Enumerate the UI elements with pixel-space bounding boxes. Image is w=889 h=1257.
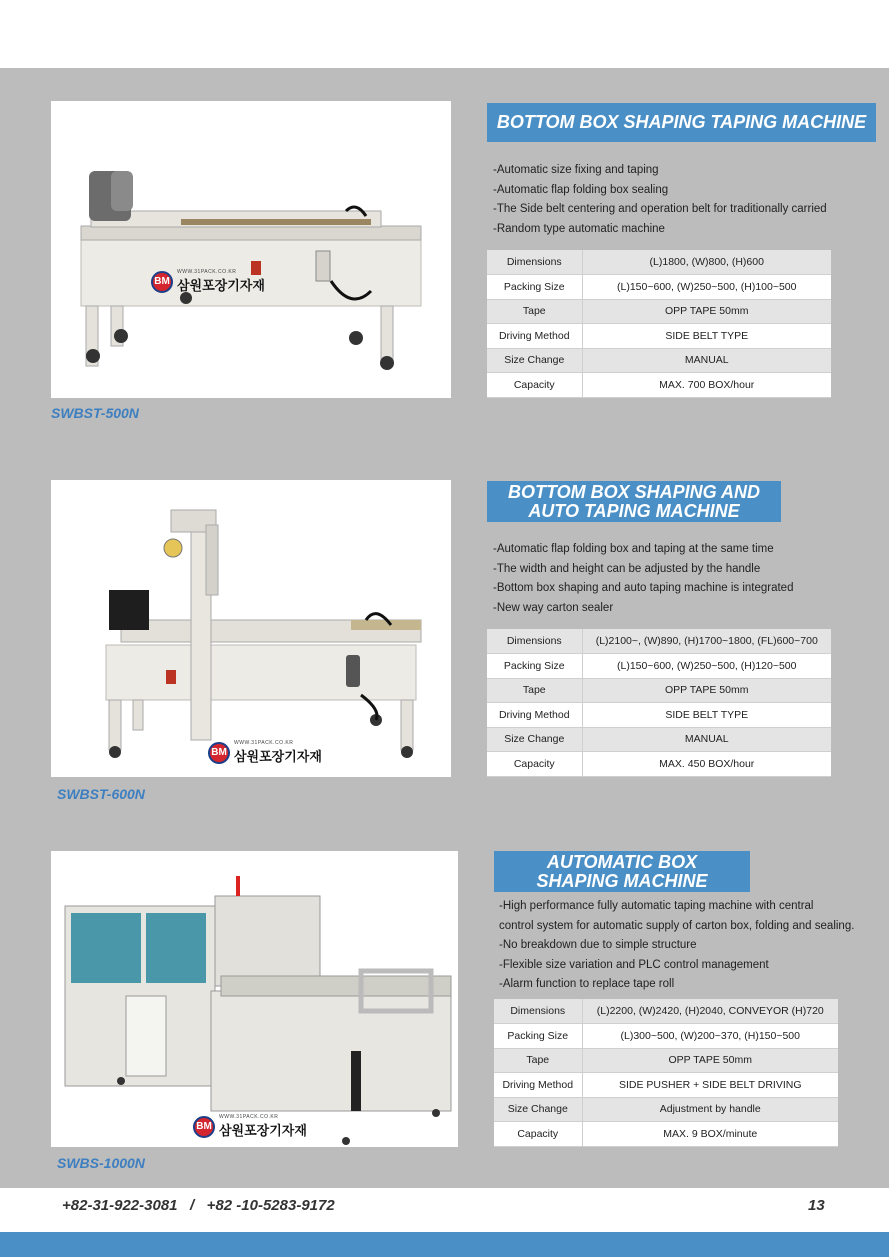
logo-name: 삼원포장기자재 — [177, 278, 265, 293]
spec-value: (L)1800, (W)800, (H)600 — [582, 250, 831, 275]
spec-row — [487, 324, 831, 349]
spec-table — [494, 999, 838, 1147]
logo-url: WWW.31PACK.CO.KR — [177, 269, 237, 275]
product-title-line: SHAPING MACHINE — [536, 870, 708, 891]
feature-item: -High performance fully automatic taping machine with central — [499, 900, 814, 912]
feature-item: -Automatic flap folding box sealing — [493, 183, 669, 196]
feature-item: control system for automatic supply of carton box, folding and sealing. — [499, 919, 855, 932]
spec-value: Adjustment by handle — [582, 1097, 838, 1122]
spec-row — [487, 629, 831, 654]
spec-value: OPP TAPE 50mm — [582, 299, 831, 324]
product-title — [487, 103, 876, 142]
model-name: SWBST-600N — [57, 786, 145, 802]
spec-label: Capacity — [487, 752, 582, 777]
spec-value: OPP TAPE 50mm — [582, 1048, 838, 1073]
feature-item: -The Side belt centering and operation belt for traditionally carried — [493, 203, 827, 215]
page-number: 13 — [808, 1197, 825, 1214]
spec-label: Driving Method — [487, 703, 582, 728]
spec-row — [487, 752, 831, 777]
product-title — [487, 481, 781, 522]
spec-value: MAX. 9 BOX/minute — [582, 1122, 838, 1147]
spec-row — [487, 275, 831, 300]
spec-label: Dimensions — [487, 250, 582, 275]
spec-label: Dimensions — [494, 999, 582, 1024]
spec-label: Capacity — [487, 373, 582, 398]
spec-row — [494, 999, 838, 1024]
spec-label: Capacity — [494, 1122, 582, 1147]
spec-row — [487, 348, 831, 373]
logo-url: WWW.31PACK.CO.KR — [219, 1114, 279, 1120]
spec-value: MANUAL — [582, 348, 831, 373]
spec-label: Tape — [487, 299, 582, 324]
spec-label: Tape — [487, 678, 582, 703]
machine-illustration-icon — [51, 851, 458, 1147]
product-title-line: BOTTOM BOX SHAPING AND — [507, 481, 760, 502]
feature-item: -Automatic flap folding box and taping at the same time — [493, 543, 774, 555]
spec-row — [487, 727, 831, 752]
spec-value: SIDE BELT TYPE — [582, 703, 831, 728]
feature-item: -Alarm function to replace tape roll — [499, 978, 675, 990]
spec-value: (L)150~600, (W)250~500, (H)120~500 — [582, 654, 831, 679]
spec-row — [494, 1073, 838, 1098]
feature-item: -Random type automatic machine — [493, 222, 665, 235]
spec-table — [487, 629, 831, 777]
spec-value: MAX. 450 BOX/hour — [582, 752, 831, 777]
spec-label: Size Change — [487, 348, 582, 373]
spec-row — [494, 1048, 838, 1073]
model-name: SWBS-1000N — [57, 1155, 145, 1171]
product-title-line: AUTOMATIC BOX — [546, 851, 698, 872]
feature-item: -Flexible size variation and PLC control management — [499, 958, 769, 971]
spec-label: Tape — [494, 1048, 582, 1073]
spec-row — [494, 1024, 838, 1049]
spec-row — [494, 1122, 838, 1147]
model-name: SWBST-500N — [51, 405, 139, 421]
bm-logo-icon: BM — [193, 1116, 215, 1138]
machine-illustration-icon — [51, 101, 451, 398]
feature-item: -Automatic size fixing and taping — [493, 164, 659, 176]
spec-value: (L)150~600, (W)250~500, (H)100~500 — [582, 275, 831, 300]
product-title-line: BOTTOM BOX SHAPING TAPING MACHINE — [496, 112, 867, 132]
spec-value: SIDE BELT TYPE — [582, 324, 831, 349]
company-logo — [208, 740, 322, 765]
spec-row — [487, 703, 831, 728]
spec-value: (L)2100~, (W)890, (H)1700~1800, (FL)600~700 — [582, 629, 831, 654]
company-logo — [193, 1114, 307, 1139]
bm-logo-icon: BM — [151, 271, 173, 293]
spec-label: Driving Method — [494, 1073, 582, 1098]
spec-label: Packing Size — [487, 654, 582, 679]
machine-illustration-icon — [51, 480, 451, 777]
machine-photo-swbst-500n — [51, 101, 451, 398]
machine-photo-swbst-600n — [51, 480, 451, 777]
spec-value: OPP TAPE 50mm — [582, 678, 831, 703]
footer-bar — [0, 1232, 889, 1257]
spec-table — [487, 250, 831, 398]
logo-name: 삼원포장기자재 — [219, 1123, 307, 1138]
spec-row — [494, 1097, 838, 1122]
logo-url: WWW.31PACK.CO.KR — [234, 740, 294, 746]
spec-value: SIDE PUSHER + SIDE BELT DRIVING — [582, 1073, 838, 1098]
logo-name: 삼원포장기자재 — [234, 749, 322, 764]
feature-item: -Bottom box shaping and auto taping machine is integrated — [493, 582, 794, 594]
contact-phone: +82-31-922-3081 / +82 -10-5283-9172 — [62, 1197, 335, 1214]
spec-label: Driving Method — [487, 324, 582, 349]
product-title-line: AUTO TAPING MACHINE — [528, 500, 740, 521]
feature-list — [493, 161, 827, 239]
spec-row — [487, 654, 831, 679]
spec-value: MANUAL — [582, 727, 831, 752]
spec-label: Size Change — [487, 727, 582, 752]
spec-label: Packing Size — [487, 275, 582, 300]
spec-label: Size Change — [494, 1097, 582, 1122]
spec-label: Dimensions — [487, 629, 582, 654]
spec-row — [487, 250, 831, 275]
spec-row — [487, 373, 831, 398]
feature-item: -The width and height can be adjusted by the handle — [493, 562, 761, 575]
spec-value: MAX. 700 BOX/hour — [582, 373, 831, 398]
feature-list — [499, 897, 854, 995]
machine-photo-swbs-1000n — [51, 851, 458, 1147]
spec-label: Packing Size — [494, 1024, 582, 1049]
company-logo — [151, 269, 265, 294]
spec-value: (L)300~500, (W)200~370, (H)150~500 — [582, 1024, 838, 1049]
product-title — [494, 851, 750, 892]
spec-row — [487, 299, 831, 324]
feature-item: -New way carton sealer — [493, 601, 614, 614]
feature-item: -No breakdown due to simple structure — [499, 939, 697, 951]
feature-list — [493, 540, 793, 618]
bm-logo-icon: BM — [208, 742, 230, 764]
spec-value: (L)2200, (W)2420, (H)2040, CONVEYOR (H)720 — [582, 999, 838, 1024]
spec-row — [487, 678, 831, 703]
